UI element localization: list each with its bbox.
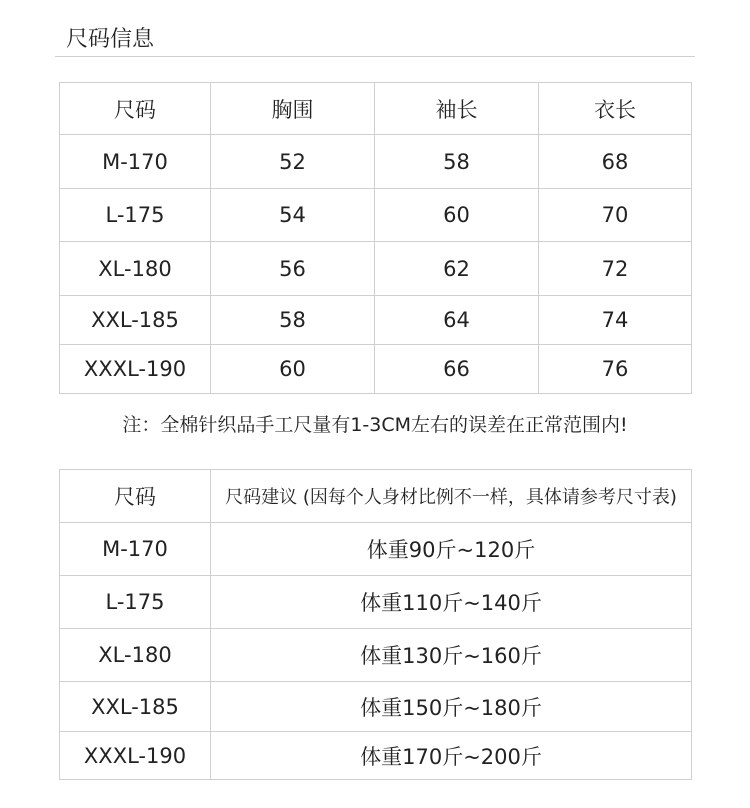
- table-row: [60, 135, 692, 189]
- cell-size: M-170: [60, 523, 211, 576]
- cell-weight: 体重170斤~200斤: [211, 732, 692, 780]
- table-row: [60, 242, 692, 296]
- header-size: 尺码: [60, 470, 211, 523]
- header-length: 衣长: [539, 83, 692, 135]
- cell-size: XL-180: [60, 629, 211, 682]
- cell-length: 72: [539, 242, 692, 296]
- table-header-row: [60, 470, 692, 523]
- cell-weight: 体重150斤~180斤: [211, 682, 692, 732]
- cell-size: M-170: [60, 135, 211, 189]
- cell-size: L-175: [60, 189, 211, 242]
- cell-chest: 54: [211, 189, 375, 242]
- cell-size: XXL-185: [60, 296, 211, 345]
- table-row: [60, 189, 692, 242]
- header-size: 尺码: [60, 83, 211, 135]
- table-row: [60, 629, 692, 682]
- cell-size: L-175: [60, 576, 211, 629]
- table-row: [60, 732, 692, 780]
- table-row: [60, 576, 692, 629]
- cell-length: 70: [539, 189, 692, 242]
- title-divider: [55, 56, 695, 57]
- cell-size: XXXL-190: [60, 732, 211, 780]
- table-row: [60, 523, 692, 576]
- cell-weight: 体重110斤~140斤: [211, 576, 692, 629]
- cell-weight: 体重130斤~160斤: [211, 629, 692, 682]
- header-sleeve: 袖长: [375, 83, 539, 135]
- table-header-row: [60, 83, 692, 135]
- cell-chest: 56: [211, 242, 375, 296]
- cell-sleeve: 66: [375, 345, 539, 394]
- cell-sleeve: 62: [375, 242, 539, 296]
- cell-length: 76: [539, 345, 692, 394]
- header-chest: 胸围: [211, 83, 375, 135]
- cell-weight: 体重90斤~120斤: [211, 523, 692, 576]
- header-recommendation: 尺码建议 (因每个人身材比例不一样，具体请参考尺寸表): [211, 470, 692, 523]
- table-row: [60, 296, 692, 345]
- cell-sleeve: 60: [375, 189, 539, 242]
- cell-chest: 58: [211, 296, 375, 345]
- cell-size: XXL-185: [60, 682, 211, 732]
- cell-size: XXXL-190: [60, 345, 211, 394]
- cell-chest: 52: [211, 135, 375, 189]
- size-recommendation-table: [59, 469, 692, 780]
- cell-size: XL-180: [60, 242, 211, 296]
- cell-length: 68: [539, 135, 692, 189]
- cell-chest: 60: [211, 345, 375, 394]
- section-title: 尺码信息: [66, 27, 155, 52]
- cell-sleeve: 64: [375, 296, 539, 345]
- cell-sleeve: 58: [375, 135, 539, 189]
- measurement-note: 注：全棉针织品手工尺量有1-3CM左右的误差在正常范围内!: [122, 414, 628, 436]
- cell-length: 74: [539, 296, 692, 345]
- size-table: [59, 82, 692, 394]
- table-row: [60, 682, 692, 732]
- table-row: [60, 345, 692, 394]
